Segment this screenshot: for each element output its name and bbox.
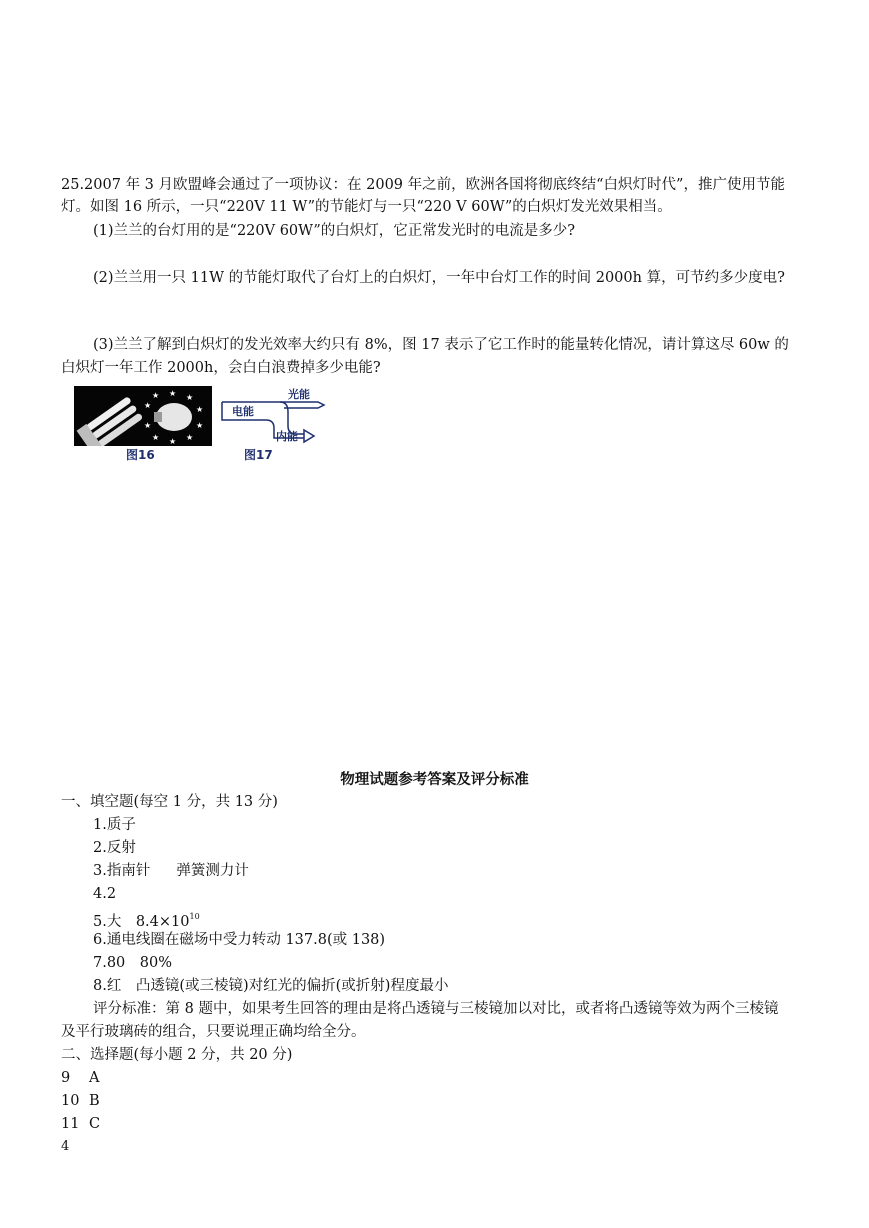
figure-16 [74, 386, 212, 462]
energy-saving-lamp-photo [74, 386, 212, 446]
answer-3 [93, 860, 249, 882]
energy-label-electric: 电能 [232, 405, 254, 418]
svg-text:★: ★ [169, 437, 177, 446]
answer-3-part-a: 3.指南针 [93, 863, 151, 879]
svg-text:★: ★ [186, 393, 194, 402]
question-25-sub-2: (2)兰兰用一只 11W 的节能灯取代了台灯上的白炽灯，一年中台灯工作的时间 2000h 算，可节约多少度电? [93, 270, 785, 286]
mc-choice: C [89, 1116, 101, 1132]
svg-text:★: ★ [144, 401, 152, 410]
answer-5-text: 5.大 8.4×10 [93, 914, 190, 930]
svg-text:★: ★ [169, 389, 177, 398]
answer-8: 8.红 凸透镜(或三棱镜)对红光的偏折(或折射)程度最小 [93, 978, 449, 994]
question-25-line-1: 25.2007 年 3 月欧盟峰会通过了一项协议：在 2009 年之前，欧洲各国将彻底终结“白炽灯时代”，推广使用节能 [61, 177, 785, 193]
question-25-sub-3-line-1: (3)兰兰了解到白炽灯的发光效率大约只有 8%，图 17 表示了它工作时的能量转化情况，请计算这尽 60w 的 [93, 337, 789, 353]
svg-text:★: ★ [152, 433, 160, 442]
mc-answer-11 [61, 1113, 100, 1135]
answer-6: 6.通电线圈在磁场中受力转动 137.8(或 138) [93, 932, 386, 948]
figure-17-caption: 图17 [244, 448, 273, 462]
figure-17 [218, 386, 330, 462]
scoring-note-line-1: 评分标准：第 8 题中，如果考生回答的理由是将凸透镜与三棱镜加以对比，或者将凸透镜等效为两个三棱镜 [93, 1001, 779, 1017]
mc-answer-9 [61, 1067, 99, 1089]
mc-question-number: 10 [61, 1093, 80, 1109]
mc-choice: A [89, 1070, 100, 1086]
section-2-title: 二、选择题(每小题 2 分，共 20 分) [61, 1047, 293, 1063]
answer-5-exponent: 10 [189, 912, 200, 921]
energy-label-light: 光能 [288, 388, 310, 401]
page-number: 4 [61, 1139, 70, 1154]
mc-question-number: 11 [61, 1116, 80, 1132]
scoring-note-line-2: 及平行玻璃砖的组合，只要说理正确均给全分。 [61, 1024, 366, 1040]
section-1-title: 一、填空题(每空 1 分，共 13 分) [61, 794, 278, 810]
question-25-line-2: 灯。如图 16 所示，一只“220V 11 W”的节能灯与一只“220 V 60W”的白炽灯发光效果相当。 [61, 199, 672, 215]
svg-text:★: ★ [186, 433, 194, 442]
svg-text:★: ★ [144, 421, 152, 430]
energy-label-heat: 内能 [276, 430, 298, 443]
mc-question-number: 9 [61, 1070, 71, 1086]
mc-answer-10 [61, 1090, 100, 1112]
question-25-sub-3-line-2: 白炽灯一年工作 2000h，会白白浪费掉多少电能? [61, 360, 381, 376]
question-25-sub-1: (1)兰兰的台灯用的是“220V 60W”的白炽灯，它正常发光时的电流是多少? [93, 223, 576, 239]
figure-16-caption: 图16 [126, 448, 155, 462]
svg-text:★: ★ [152, 391, 160, 400]
mc-choice: B [89, 1093, 100, 1109]
answers-title: 物理试题参考答案及评分标准 [340, 771, 529, 788]
answer-4: 4.2 [93, 886, 117, 902]
answer-3-part-b: 弹簧测力计 [176, 863, 249, 879]
svg-text:★: ★ [196, 421, 204, 430]
answer-7: 7.80 80% [93, 955, 173, 971]
svg-text:★: ★ [196, 405, 204, 414]
answer-2: 2.反射 [93, 840, 136, 856]
answer-1: 1.质子 [93, 817, 136, 833]
